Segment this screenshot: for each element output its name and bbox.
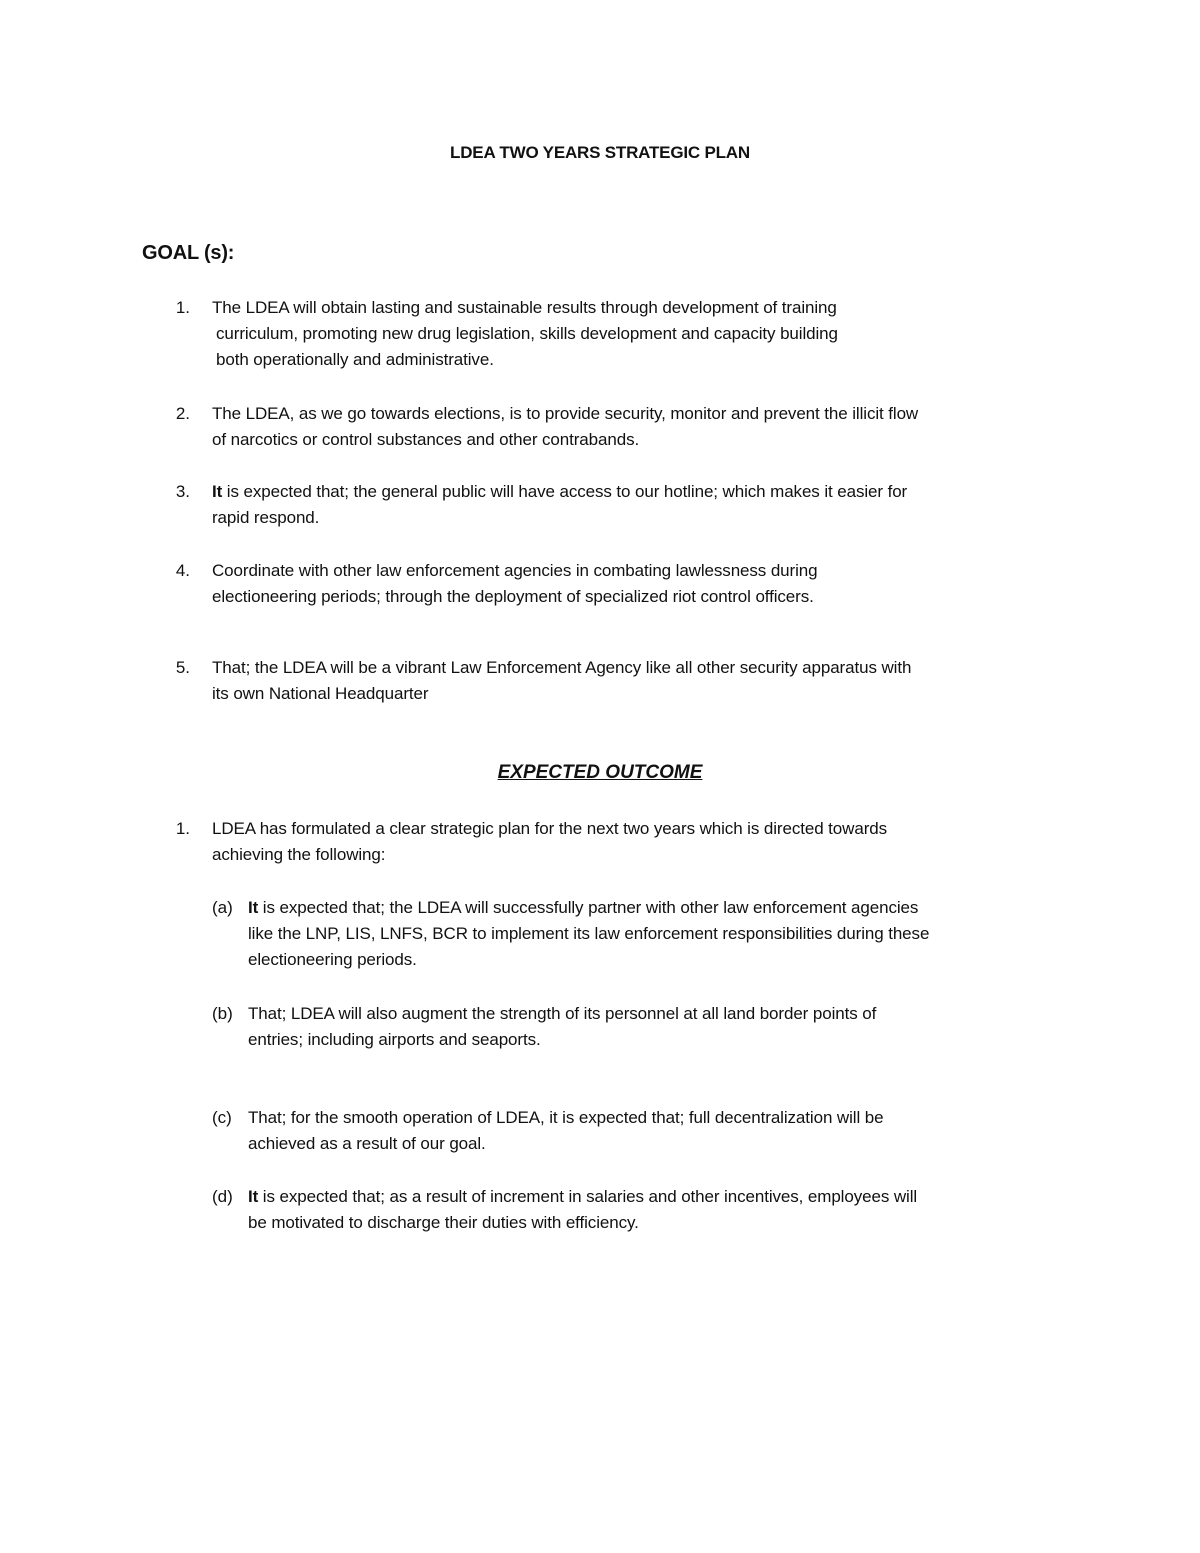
expected-outcome-heading: EXPECTED OUTCOME	[497, 762, 703, 783]
goal-number: 3.	[175, 482, 190, 501]
goal-line	[212, 479, 907, 505]
goal-number: 2.	[175, 404, 190, 423]
sub-outcome-label: (c)	[212, 1108, 232, 1127]
sub-outcome-line: That; LDEA will also augment the strength of its personnel at all land border points of	[248, 1004, 877, 1023]
sub-outcome-line: like the LNP, LIS, LNFS, BCR to implement its law enforcement responsibilities during these	[248, 924, 930, 943]
sub-outcome-line	[248, 895, 918, 921]
outcome-number: 1.	[175, 819, 190, 838]
goal-number: 5.	[175, 658, 190, 677]
goal-line: curriculum, promoting new drug legislation, skills development and capacity building	[216, 324, 838, 343]
goal-number: 1.	[175, 298, 190, 317]
goal-line: both operationally and administrative.	[216, 350, 494, 369]
goal-line: rapid respond.	[212, 508, 320, 527]
sub-outcome-line: be motivated to discharge their duties with efficiency.	[248, 1213, 639, 1232]
goal-line: The LDEA, as we go towards elections, is to provide security, monitor and prevent the illicit flow	[212, 404, 919, 423]
document-title: LDEA TWO YEARS STRATEGIC PLAN	[450, 143, 750, 162]
goal-line: The LDEA will obtain lasting and sustainable results through development of training	[212, 298, 837, 317]
sub-outcome-line-text: is expected that; the LDEA will successfully partner with other law enforcement agencies	[258, 898, 919, 917]
sub-outcome-label: (a)	[212, 898, 233, 917]
goal-line: of narcotics or control substances and other contrabands.	[212, 430, 640, 449]
sub-outcome-line-text: is expected that; as a result of increment in salaries and other incentives, employees will	[258, 1187, 918, 1206]
goal-line-text: is expected that; the general public will have access to our hotline; which makes it easier for	[222, 482, 908, 501]
goal-number: 4.	[175, 561, 190, 580]
goal-line: That; the LDEA will be a vibrant Law Enforcement Agency like all other security apparatus with	[212, 658, 912, 677]
sub-outcome-line	[248, 1184, 917, 1210]
sub-outcome-line: That; for the smooth operation of LDEA, it is expected that; full decentralization will be	[248, 1108, 884, 1127]
outcome-line: achieving the following:	[212, 845, 386, 864]
sub-outcome-lead-word: It	[248, 898, 259, 917]
outcome-line: LDEA has formulated a clear strategic plan for the next two years which is directed towards	[212, 819, 888, 838]
goal-line: electioneering periods; through the deployment of specialized riot control officers.	[212, 587, 814, 606]
goal-line: its own National Headquarter	[212, 684, 429, 703]
goal-lead-word: It	[212, 482, 223, 501]
sub-outcome-label: (b)	[212, 1004, 233, 1023]
goals-heading: GOAL (s):	[142, 242, 235, 264]
sub-outcome-label: (d)	[212, 1187, 233, 1206]
sub-outcome-lead-word: It	[248, 1187, 259, 1206]
sub-outcome-line: electioneering periods.	[248, 950, 417, 969]
goal-line: Coordinate with other law enforcement agencies in combating lawlessness during	[212, 561, 818, 580]
sub-outcome-line: achieved as a result of our goal.	[248, 1134, 486, 1153]
sub-outcome-line: entries; including airports and seaports.	[248, 1030, 541, 1049]
